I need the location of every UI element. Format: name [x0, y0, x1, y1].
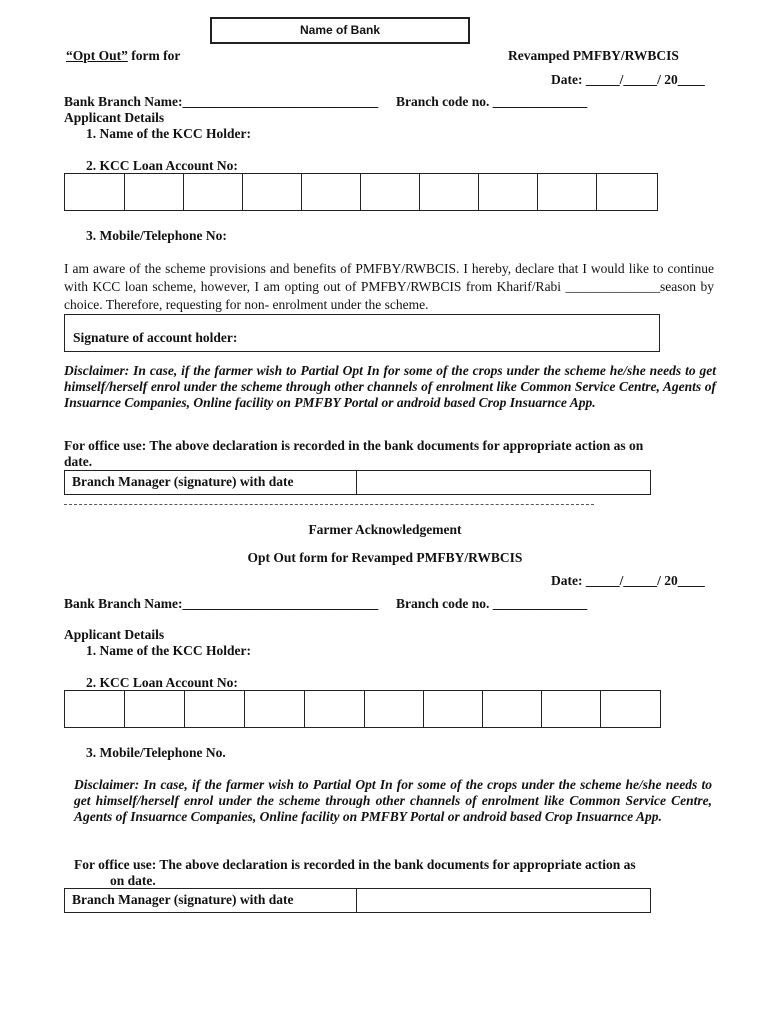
ack-mobile-number-field[interactable]: 3. Mobile/Telephone No. [86, 745, 226, 760]
disclaimer-text: Disclaimer: In case, if the farmer wish to Partial Opt In for some of the crops under the scheme he/she needs to get himself/herself enrol under the scheme through other channels of enrolment like Common Service Centre, Agents of Insuarnce Companies, Online facility on PMFBY Portal or android based Crop Insuarnce App. [64, 363, 716, 410]
account-digit-box[interactable] [365, 691, 424, 727]
account-digit-box[interactable] [125, 691, 185, 727]
ack-date-field[interactable]: Date: _____/_____/ 20____ [551, 573, 705, 588]
signature-label: Signature of account holder: [73, 330, 238, 345]
office-use-text-cont: date. [64, 454, 93, 469]
account-digit-box[interactable] [420, 174, 479, 210]
bank-name-box[interactable]: Name of Bank [210, 17, 470, 44]
acknowledgement-subtitle: Opt Out form for Revamped PMFBY/RWBCIS [247, 550, 523, 565]
branch-manager-signature-table [64, 470, 651, 495]
ack-office-use-text: For office use: The above declaration is recorded in the bank documents for appropriate action as [74, 857, 636, 872]
kcc-holder-name-field[interactable]: 1. Name of the KCC Holder: [86, 126, 251, 141]
form-title [66, 48, 180, 64]
office-use-text: For office use: The above declaration is recorded in the bank documents for appropriate action as on [64, 438, 644, 453]
ack-kcc-holder-name-field[interactable]: 1. Name of the KCC Holder: [86, 643, 251, 658]
account-digit-box[interactable] [245, 691, 305, 727]
ack-applicant-details-heading: Applicant Details [64, 627, 165, 642]
signature-box[interactable] [64, 314, 660, 352]
acknowledgement-title: Farmer Acknowledgement [308, 522, 462, 537]
account-digit-box[interactable] [125, 174, 184, 210]
declaration-text: I am aware of the scheme provisions and benefits of PMFBY/RWBCIS. I hereby, declare that I would like to continue with KCC loan scheme, however, I am opting out of PMFBY/RWBCIS from Kharif/Rabi ______________season by choice. Therefore, requesting for non- enrolment under the scheme. [64, 261, 714, 312]
ack-office-use-text-cont: on date. [110, 873, 156, 888]
account-digit-box[interactable] [424, 691, 483, 727]
account-digit-box[interactable] [243, 174, 302, 210]
kcc-account-number-boxes[interactable] [64, 173, 658, 211]
account-digit-box[interactable] [65, 691, 125, 727]
account-digit-box[interactable] [601, 691, 660, 727]
account-digit-box[interactable] [184, 174, 243, 210]
account-digit-box[interactable] [361, 174, 420, 210]
account-digit-box[interactable] [302, 174, 361, 210]
branch-code-field[interactable]: Branch code no. ______________ [396, 94, 588, 109]
account-digit-box[interactable] [538, 174, 597, 210]
account-digit-box[interactable] [65, 174, 125, 210]
account-digit-box[interactable] [185, 691, 245, 727]
ack-disclaimer-text: Disclaimer: In case, if the farmer wish to Partial Opt In for some of the crops under the scheme he/she needs to get himself/herself enrol under the scheme through other channels of enrolment like Common Service Centre, Agents of Insuarnce Companies, Online facility on PMFBY Portal or android based Crop Insuarnce App. [74, 777, 712, 824]
ack-branch-manager-label: Branch Manager (signature) with date [65, 889, 357, 912]
ack-kcc-account-label: 2. KCC Loan Account No: [86, 675, 238, 690]
mobile-number-field[interactable]: 3. Mobile/Telephone No: [86, 228, 227, 243]
account-digit-box[interactable] [542, 691, 601, 727]
scheme-title: Revamped PMFBY/RWBCIS [508, 48, 679, 63]
account-digit-box[interactable] [597, 174, 657, 210]
applicant-details-heading: Applicant Details [64, 110, 165, 125]
branch-manager-label: Branch Manager (signature) with date [65, 471, 357, 494]
account-digit-box[interactable] [479, 174, 538, 210]
ack-branch-code-field[interactable]: Branch code no. ______________ [396, 596, 588, 611]
ack-branch-name-field[interactable]: Bank Branch Name:_____________________________ [64, 596, 379, 611]
ack-kcc-account-number-boxes[interactable] [64, 690, 661, 728]
ack-branch-manager-signature-cell[interactable] [357, 889, 650, 912]
ack-branch-manager-signature-table [64, 888, 651, 913]
kcc-account-label: 2. KCC Loan Account No: [86, 158, 238, 173]
account-digit-box[interactable] [483, 691, 542, 727]
account-digit-box[interactable] [305, 691, 365, 727]
date-field[interactable]: Date: _____/_____/ 20____ [551, 72, 705, 87]
branch-name-field[interactable]: Bank Branch Name:_____________________________ [64, 94, 379, 109]
cut-line-divider [64, 504, 594, 505]
branch-manager-signature-cell[interactable] [357, 471, 650, 494]
opt-out-label: “Opt Out” [66, 48, 128, 63]
form-for-label: form for [127, 48, 181, 63]
